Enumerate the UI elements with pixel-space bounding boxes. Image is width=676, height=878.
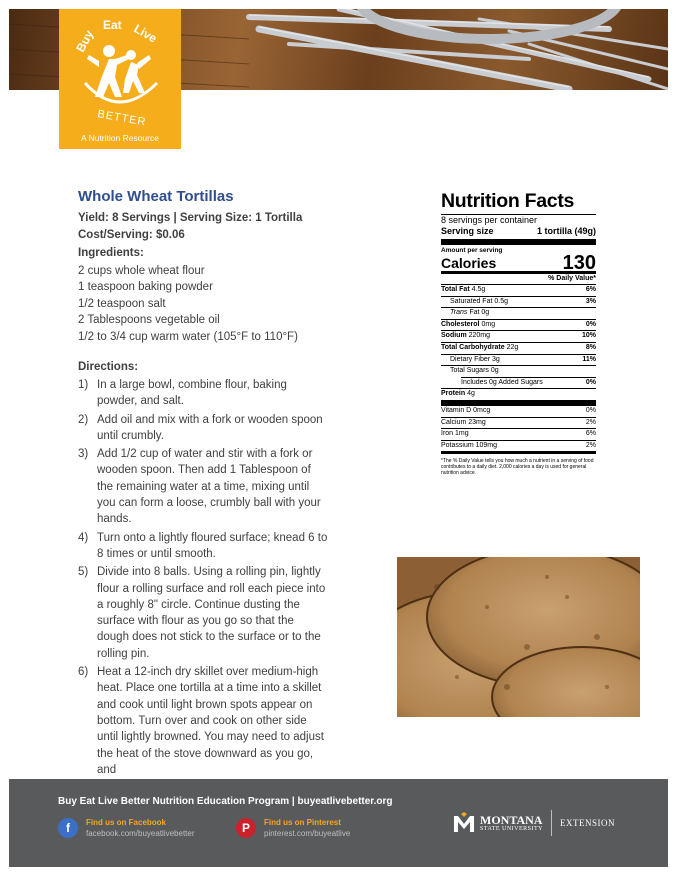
program-line[interactable]: Buy Eat Live Better Nutrition Education Program | buyeatlivebetter.org <box>58 796 393 807</box>
brand-logo <box>59 9 181 149</box>
step-text: Add 1/2 cup of water and stir with a fork or wooden spoon. Then add 1 Tablespoon of the remaining water at a time, mixing until you can form a loose, crumbly ball with your hands. <box>97 448 321 526</box>
tortilla-photo <box>397 557 640 717</box>
direction-step <box>78 664 328 778</box>
msu-m-icon <box>453 812 475 834</box>
step-text: In a large bowl, combine flour, baking powder, and salt. <box>97 379 287 408</box>
pinterest-link[interactable] <box>236 817 350 839</box>
vitamin-row: Potassium 109mg 2% <box>441 440 596 452</box>
step-number: 4) <box>78 531 89 544</box>
calories-label: Calories <box>441 255 497 271</box>
university-name: MONTANA <box>480 813 543 827</box>
ingredient-item: 1/2 to 3/4 cup warm water (105°F to 110°F) <box>78 330 298 343</box>
cost-line: Cost/Serving: $0.06 <box>78 229 185 241</box>
footer <box>9 779 668 867</box>
svg-text:Eat: Eat <box>103 18 122 32</box>
serving-size-value: 1 tortilla (49g) <box>536 226 596 236</box>
facebook-label: Find us on Facebook <box>86 818 167 827</box>
total-fat-row: Total Fat 4.5g 6% <box>441 284 596 296</box>
msu-extension-logo <box>453 810 615 836</box>
fiber-row: Dietary Fiber 3g 11% <box>441 354 596 366</box>
direction-step <box>78 412 328 445</box>
ingredients-heading: Ingredients: <box>78 247 144 259</box>
step-text: Add oil and mix with a fork or wooden spoon until crumbly. <box>97 413 323 442</box>
svg-text:Live: Live <box>131 21 160 46</box>
extension-label: EXTENSION <box>560 818 616 828</box>
step-text: Divide into 8 balls. Using a rolling pin, lightly flour a rolling surface and roll each piece into a roughly 8" circle. Continue dusting the surface with flour as you go so that the dough does not stick to the surface or to the rolling pin. <box>97 566 326 660</box>
calories-value: 130 <box>562 252 596 274</box>
pinterest-icon: P <box>236 818 256 838</box>
pinterest-label: Find us on Pinterest <box>264 818 341 827</box>
step-number: 3) <box>78 448 89 461</box>
step-number: 1) <box>78 379 89 391</box>
total-carb-row: Total Carbohydrate 22g 8% <box>441 342 596 354</box>
vitamin-row: Calcium 23mg 2% <box>441 417 596 429</box>
nutrition-footnote: *The % Daily Value tells you how much a nutrient in a serving of food contributes to a daily diet. 2,000 calories a day is used for general nutrition advice. <box>441 458 594 477</box>
amount-per-serving: Amount per serving <box>441 247 503 254</box>
calories-row <box>441 252 596 274</box>
directions-list <box>78 377 328 780</box>
ingredient-item: 2 Tablespoons vegetable oil <box>78 314 220 327</box>
trans-fat-row: Trans Fat 0g <box>441 307 596 319</box>
servings-per-container: 8 servings per container <box>441 215 538 225</box>
direction-step <box>78 377 328 410</box>
recipe-yield <box>78 210 302 244</box>
protein-row: Protein 4g <box>441 388 596 400</box>
step-text: Heat a 12-inch dry skillet over medium-high heat. Place one tortilla at a time into a skillet and cook until light brown spots appear on bottom. Turn over and cook on other side until lightly browned. You may need to adjust the heat of the stove downward as you go, and <box>97 666 324 776</box>
cholesterol-row: Cholesterol 0mg 0% <box>441 319 596 331</box>
sodium-row: Sodium 220mg 10% <box>441 330 596 342</box>
added-sugars-row: Includes 0g Added Sugars 0% <box>461 377 596 389</box>
step-text: Turn onto a lightly floured surface; knead 6 to 8 times or until smooth. <box>97 531 328 560</box>
saturated-fat-row: Saturated Fat 0.5g 3% <box>441 296 596 308</box>
facebook-url[interactable]: facebook.com/buyeatlivebetter <box>86 829 195 838</box>
daily-value-header: % Daily Value* <box>441 271 596 284</box>
ingredient-item: 1 teaspoon baking powder <box>78 281 213 294</box>
university-sub: STATE UNIVERSITY <box>480 826 544 832</box>
facebook-icon: f <box>58 818 78 838</box>
directions-heading: Directions: <box>78 361 139 373</box>
ingredients-list <box>78 263 298 345</box>
step-number: 5) <box>78 566 89 579</box>
ingredient-item: 1/2 teaspoon salt <box>78 297 166 310</box>
recipe-title: Whole Wheat Tortillas <box>78 188 234 205</box>
ingredient-item: 2 cups whole wheat flour <box>78 265 205 277</box>
nutrition-title: Nutrition Facts <box>441 190 575 212</box>
nutrition-facts-label <box>441 191 596 476</box>
direction-step <box>78 446 328 527</box>
yield-line: Yield: 8 Servings | Serving Size: 1 Tortilla <box>78 212 303 224</box>
facebook-link[interactable] <box>58 817 195 839</box>
direction-step <box>78 530 328 563</box>
serving-size-label: Serving size <box>441 226 494 236</box>
step-number: 6) <box>78 666 89 679</box>
total-sugars-row: Total Sugars 0g <box>441 365 596 377</box>
serving-size-row <box>441 226 596 237</box>
logo-tagline: A Nutrition Resource <box>81 133 159 143</box>
pinterest-url[interactable]: pinterest.com/buyeatlive <box>264 829 351 838</box>
people-icon <box>59 9 181 131</box>
direction-step <box>78 564 328 662</box>
vitamin-row: Iron 1mg 6% <box>441 428 596 440</box>
step-number: 2) <box>78 413 89 426</box>
vitamin-row: Vitamin D 0mcg 0% <box>441 406 596 414</box>
svg-text:BETTER: BETTER <box>96 108 148 129</box>
svg-text:Buy: Buy <box>73 27 97 55</box>
